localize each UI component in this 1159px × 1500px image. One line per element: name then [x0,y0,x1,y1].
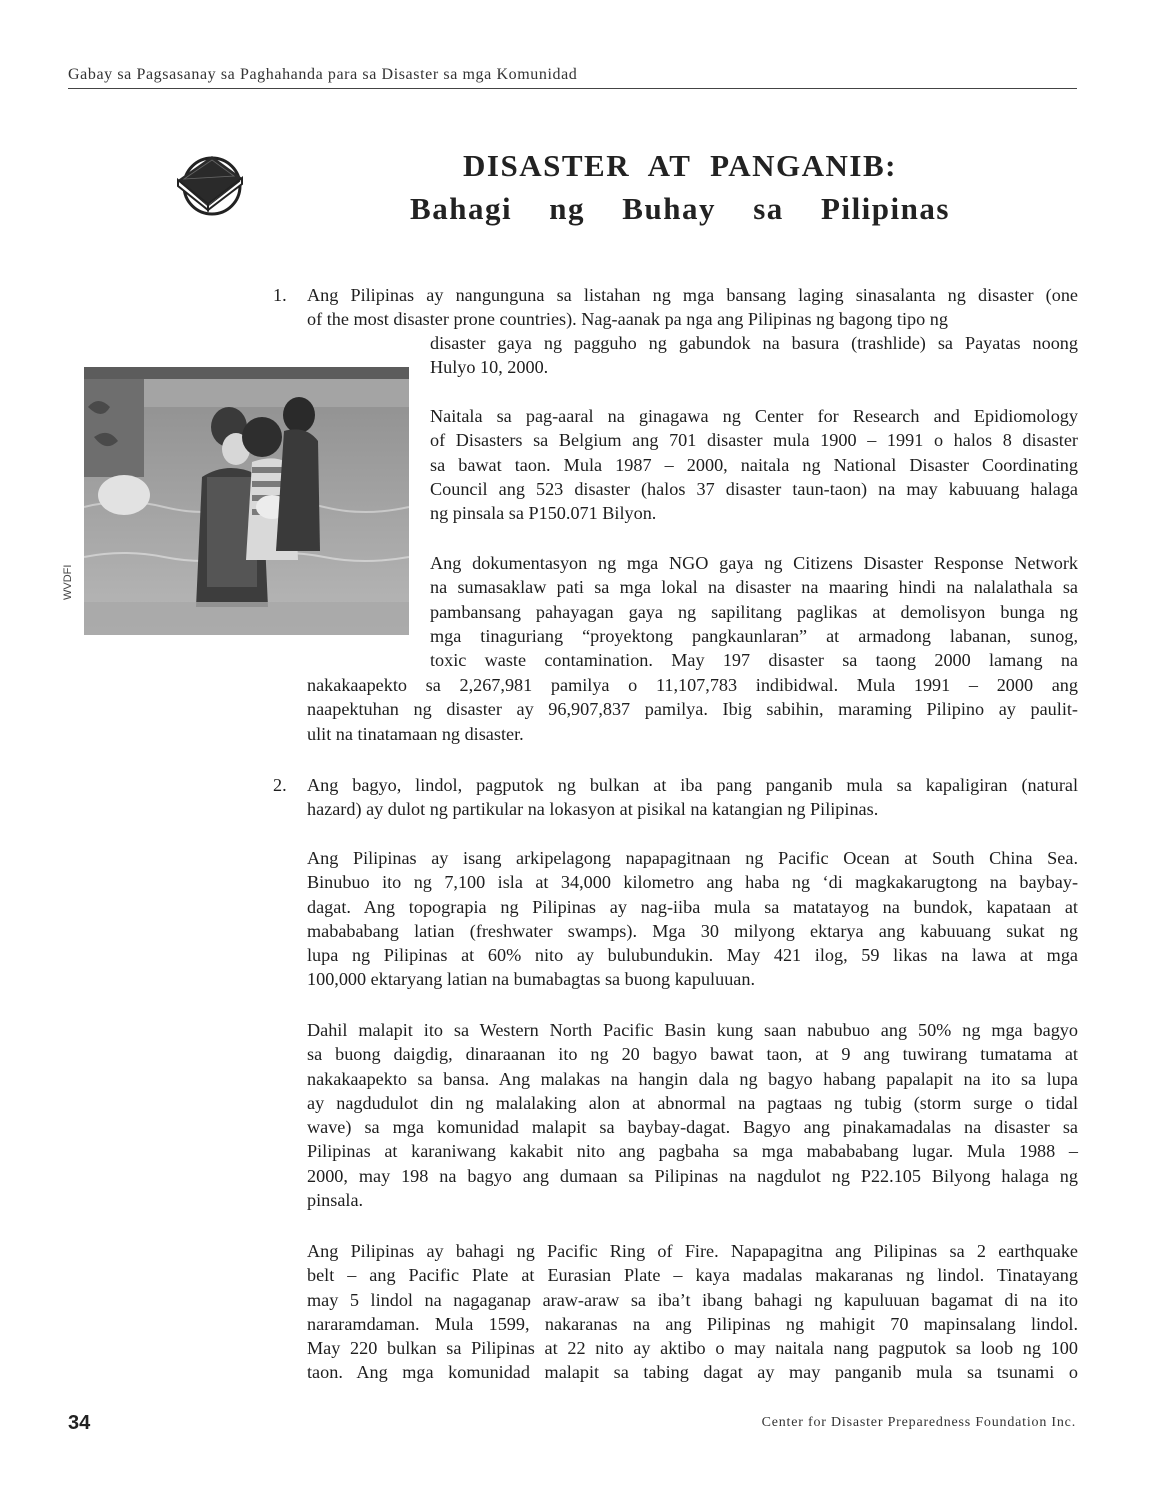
book-icon [172,148,246,218]
text-line: taon. Ang mga komunidad malapit sa tabing dagat ay may panganib mula sa tsunami o [307,1362,1078,1383]
text-line: Binubuo ito ng 7,100 isla at 34,000 kilometro ang haba ng ‘di magkakarugtong na baybay- [307,872,1078,893]
text-line: Ang Pilipinas ay isang arkipelagong napapagitnaan ng Pacific Ocean at South China Sea. [307,848,1078,868]
page-title [300,148,1060,228]
text-line: disaster gaya ng pagguho ng gabundok na basura (trashlide) sa Payatas noong [430,333,1078,353]
text-line: of the most disaster prone countries). Nag-aanak pa nga ang Pilipinas ng bagong tipo ng [307,309,948,330]
text-line: Ang bagyo, lindol, pagputok ng bulkan at iba pang panganib mula sa kapaligiran (natural [307,775,1078,795]
text-line: nakakaapekto sa 2,267,981 pamilya o 11,107,783 indibidwal. Mula 1991 – 2000 ang [307,675,1078,695]
item-1-paragraph-3 [430,551,1078,672]
text-line: sa buong daigdig, dinaraanan ito ng 20 bagyo bawat taon, at 9 ang tuwirang tumatama at [307,1044,1078,1065]
text-line: of Disasters sa Belgium ang 701 disaster mula 1900 – 1991 o halos 8 disaster [430,430,1078,451]
item-2-paragraph-2 [307,846,1078,992]
page-number: 34 [68,1412,91,1434]
text-line: nararamdaman. Mula 1599, nakaranas na ang Pilipinas ng mahigit 70 mapinsalang lindol. [307,1313,1078,1334]
text-line: 2000, may 198 na bagyo ang dumaan sa Pilipinas na nagdulot ng P22.105 Bilyong halaga ng [307,1165,1078,1186]
text-line: nakakaapekto sa bansa. Ang malakas na hangin dala ng bagyo habang papalapit na ito sa lupa [307,1068,1078,1089]
item-1-paragraph-1-cont [430,331,1078,380]
text-line: ulit na tinatamaan ng disaster. [307,723,524,744]
item-1-paragraph-1 [307,283,1078,332]
text-line: hazard) ay dulot ng partikular na lokasyon at pisikal na katangian ng Pilipinas. [307,799,879,820]
text-line: belt – ang Pacific Plate at Eurasian Plate – kaya madalas makaranas ng lindol. Tinatayang [307,1265,1078,1286]
text-line: mabababang latian (freshwater swamps). Mga 30 milyong ektarya ang kabuuang sukat ng [307,920,1078,941]
item-2-paragraph-3 [307,1018,1078,1212]
text-line: Dahil malapit ito sa Western North Pacific Basin kung saan nabubuo ang 50% ng mga bagyo [307,1020,1078,1040]
text-line: may 5 lindol na nagaganap araw-araw sa iba’t ibang bahagi ng kapuluuan bagamat di na ito [307,1289,1078,1310]
text-line: wave) sa mga komunidad malapit sa baybay-dagat. Bagyo ang pinakamadalas na disaster sa [307,1117,1078,1138]
text-line: Council ang 523 disaster (halos 37 disaster taun-taon) na may kabuuang halaga [430,478,1078,499]
text-line: naapektuhan ng disaster ay 96,907,837 pamilya. Ibig sabihin, maraming Pilipino ay paulit- [307,699,1078,720]
item-2-paragraph-1 [307,773,1078,822]
text-line: pambansang pahayagan gaya ng sapilitang paglikas at demolisyon bunga ng [430,601,1078,622]
text-line: ng pinsala sa P150.071 Bilyon. [430,503,657,524]
item-2-paragraph-4 [307,1239,1078,1385]
text-line: na sumasaklaw pati sa mga lokal na disaster na maaring hindi na nalalathala sa [430,577,1078,598]
item-1-paragraph-3-cont [307,673,1078,746]
text-line: Ang Pilipinas ay bahagi ng Pacific Ring of Fire. Napapagitna ang Pilipinas sa 2 earthquake [307,1241,1078,1261]
text-line: Pilipinas at karaniwang kakabit nito ang pagbaha sa mga mabababang lugar. Mula 1988 – [307,1141,1078,1162]
text-line: mga tinaguriang “proyektong pangkaunlaran” at armadong labanan, sunog, [430,625,1078,646]
text-line: toxic waste contamination. May 197 disaster sa taong 2000 lamang na [430,650,1078,671]
running-header: Gabay sa Pagsasanay sa Paghahanda para sa Disaster sa mga Komunidad [68,66,1077,89]
text-line: pinsala. [307,1190,364,1211]
photo-credit: WVDFI [62,564,74,600]
text-line: Ang dokumentasyon ng mga NGO gaya ng Citizens Disaster Response Network [430,553,1078,573]
text-line: Naitala sa pag-aaral na ginagawa ng Center for Research and Epidiomology [430,406,1078,426]
item-number-2: 2. [273,775,287,795]
item-number-1: 1. [273,285,287,305]
title-line-2: Bahagi ng Buhay sa Pilipinas [410,191,950,226]
flood-photo [84,367,409,635]
text-line: Ang Pilipinas ay nangunguna sa listahan ng mga bansang laging sinasalanta ng disaster (one [307,285,1078,305]
text-line: dagat. Ang topograpia ng Pilipinas ay nag-iiba mula sa matatayog na bundok, kapataan at [307,896,1078,917]
text-line: lupa ng Pilipinas at 60% nito ay bulubundukin. May 421 ilog, 59 likas na lawa at mga [307,945,1078,966]
footer-publisher: Center for Disaster Preparedness Foundation Inc. [761,1415,1076,1430]
text-line: 100,000 ektaryang latian na bumabagtas sa buong kapuluuan. [307,969,756,990]
text-line: sa bawat taon. Mula 1987 – 2000, naitala ng National Disaster Coordinating [430,454,1078,475]
text-line: ay nagdudulot din ng malalaking alon at abnormal na pagtaas ng tubig (storm surge o tidal [307,1092,1078,1113]
item-1-paragraph-2 [430,404,1078,525]
text-line: Hulyo 10, 2000. [430,357,549,378]
text-line: May 220 bulkan sa Pilipinas at 22 nito ay aktibo o may naitala nang pagputok sa loob ng 100 [307,1338,1078,1359]
title-line-1: DISASTER AT PANGANIB: [463,148,897,183]
